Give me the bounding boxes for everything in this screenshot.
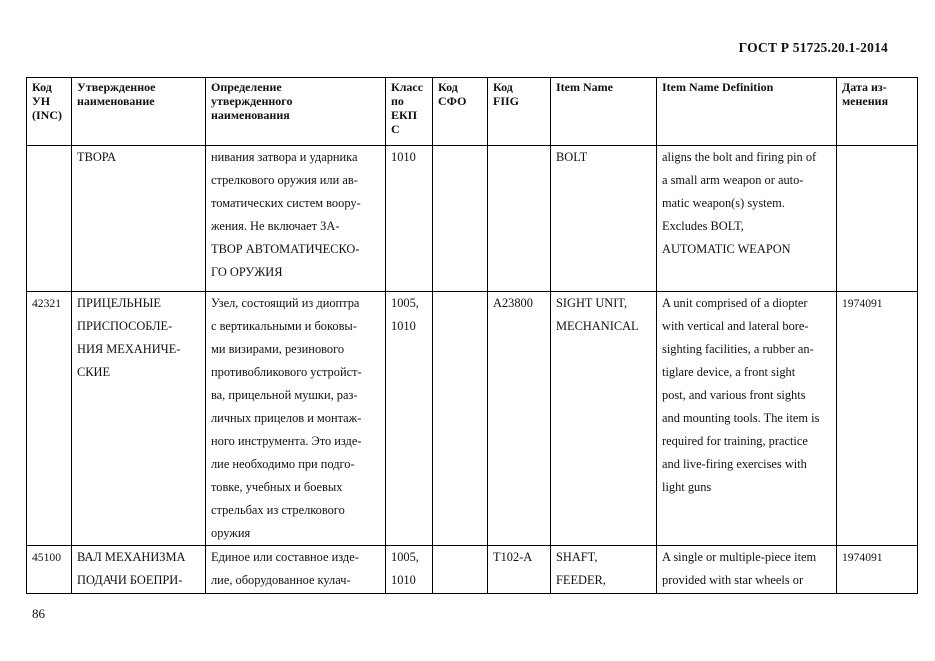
cell-line: sighting facilities, a rubber an- (662, 342, 814, 356)
col-date-cell (837, 292, 918, 546)
cell-line: 1010 (391, 150, 416, 164)
col-inc-cell (27, 292, 72, 546)
header-line: УН (32, 94, 51, 108)
header-line: утвержденного (211, 94, 293, 108)
col-item-name-header (551, 78, 657, 146)
cell-line: provided with star wheels or (662, 573, 804, 587)
col-class-header (386, 78, 433, 146)
cell-line: and live-firing exercises with (662, 457, 807, 471)
col-definition-cell (206, 146, 386, 292)
col-class-cell (386, 546, 433, 594)
cell-line: личных прицелов и монтаж- (211, 411, 362, 425)
col-sfo-cell (433, 546, 488, 594)
cell-line: 42321 (32, 297, 61, 310)
cell-line: оружия (211, 526, 251, 540)
cell-line: A single or multiple-piece item (662, 550, 817, 564)
table-header-row (27, 78, 918, 146)
col-inc-cell (27, 546, 72, 594)
cell-line: with vertical and lateral bore- (662, 319, 809, 333)
cell-line: aligns the bolt and firing pin of (662, 150, 817, 164)
col-fiig-cell (488, 292, 551, 546)
header-line: Определение (211, 80, 282, 94)
cell-line: нивания затвора и ударника (211, 150, 358, 164)
cell-line: томатических систем воору- (211, 196, 361, 210)
cell-line: AUTOMATIC WEAPON (662, 242, 791, 256)
header-line: СФО (438, 94, 467, 108)
cell-line: ного инструмента. Это изде- (211, 434, 362, 448)
cell-line: жения. Не включает ЗА- (211, 219, 340, 233)
header-line: по (391, 94, 404, 108)
col-item-name-cell (551, 292, 657, 546)
cell-line: Узел, состоящий из диоптра (211, 296, 360, 310)
header-line: Утвержденное (77, 80, 156, 94)
cell-line: ТВОРА (77, 150, 117, 164)
cell-line: SHAFT, (556, 550, 598, 564)
header-line: Код (32, 80, 52, 94)
cell-line: ГО ОРУЖИЯ (211, 265, 283, 279)
cell-line: ми визирами, резинового (211, 342, 345, 356)
col-name-cell (72, 546, 206, 594)
cell-line: стрельбах из стрелкового (211, 503, 345, 517)
col-definition-cell (206, 546, 386, 594)
header-line: менения (842, 94, 889, 108)
cell-line: Excludes BOLT, (662, 219, 744, 233)
table-row (27, 292, 918, 546)
col-inc-cell (27, 146, 72, 292)
col-date-cell (837, 146, 918, 292)
cell-line: НИЯ МЕХАНИЧЕ- (77, 342, 181, 356)
col-item-def-header (657, 78, 837, 146)
cell-line: A23800 (493, 296, 533, 310)
col-name-cell (72, 292, 206, 546)
cell-line: 1974091 (842, 297, 883, 310)
col-definition-header (206, 78, 386, 146)
col-class-cell (386, 146, 433, 292)
header-line: наименования (211, 108, 290, 122)
cell-line: ТВОР АВТОМАТИЧЕСКО- (211, 242, 360, 256)
col-name-cell (72, 146, 206, 292)
cell-line: ПРИСПОСОБЛЕ- (77, 319, 173, 333)
col-item-def-cell (657, 546, 837, 594)
cell-line: MECHANICAL (556, 319, 639, 333)
table-row (27, 146, 918, 292)
cell-line: post, and various front sights (662, 388, 806, 402)
cell-line: required for training, practice (662, 434, 808, 448)
items-table (26, 77, 918, 594)
col-sfo-cell (433, 292, 488, 546)
col-fiig-header (488, 78, 551, 146)
header-line: Дата из- (842, 80, 887, 94)
col-sfo-header (433, 78, 488, 146)
header-line: Код (493, 80, 513, 94)
col-sfo-cell (433, 146, 488, 292)
cell-line: and mounting tools. The item is (662, 411, 820, 425)
cell-line: BOLT (556, 150, 588, 164)
header-line: Код (438, 80, 458, 94)
cell-line: FEEDER, (556, 573, 606, 587)
col-item-def-cell (657, 292, 837, 546)
cell-line: 45100 (32, 551, 61, 564)
cell-line: A unit comprised of a diopter (662, 296, 808, 310)
col-inc-header (27, 78, 72, 146)
col-fiig-cell (488, 146, 551, 292)
cell-line: T102-A (493, 550, 533, 564)
cell-line: ПОДАЧИ БОЕПРИ- (77, 573, 183, 587)
cell-line: matic weapon(s) system. (662, 196, 785, 210)
col-class-cell (386, 292, 433, 546)
col-item-name-cell (551, 146, 657, 292)
cell-line: СКИЕ (77, 365, 111, 379)
cell-line: 1010 (391, 573, 416, 587)
cell-line: ПРИЦЕЛЬНЫЕ (77, 296, 161, 310)
col-name-header (72, 78, 206, 146)
cell-line: противобликового устройст- (211, 365, 362, 379)
col-date-cell (837, 546, 918, 594)
cell-line: ва, прицельной мушки, раз- (211, 388, 358, 402)
col-fiig-cell (488, 546, 551, 594)
table-row (27, 546, 918, 594)
cell-line: tiglare device, a front sight (662, 365, 796, 379)
header-line: (INC) (32, 108, 62, 122)
cell-line: лие необходимо при подго- (211, 457, 355, 471)
header-line: Item Name Definition (662, 80, 774, 94)
document-title: ГОСТ Р 51725.20.1-2014 (738, 40, 888, 55)
cell-line: Единое или составное изде- (211, 550, 359, 564)
cell-line: товке, учебных и боевых (211, 480, 343, 494)
header-line: наименование (77, 94, 155, 108)
cell-line: 1005, (391, 550, 419, 564)
cell-line: a small arm weapon or auto- (662, 173, 804, 187)
cell-line: ВАЛ МЕХАНИЗМА (77, 550, 186, 564)
col-item-def-cell (657, 146, 837, 292)
header-line: Item Name (556, 80, 613, 94)
header-line: FIIG (493, 94, 520, 108)
col-definition-cell (206, 292, 386, 546)
cell-line: стрелкового оружия или ав- (211, 173, 358, 187)
cell-line: лие, оборудованное кулач- (211, 573, 351, 587)
page-number: 86 (32, 606, 45, 621)
cell-line: 1010 (391, 319, 416, 333)
header-line: Класс (391, 80, 424, 94)
header-line: ЕКП (391, 108, 418, 122)
cell-line: SIGHT UNIT, (556, 296, 628, 310)
col-date-header (837, 78, 918, 146)
cell-line: с вертикальными и боковы- (211, 319, 357, 333)
col-item-name-cell (551, 546, 657, 594)
cell-line: 1974091 (842, 551, 883, 564)
cell-line: 1005, (391, 296, 419, 310)
header-line: С (391, 122, 400, 136)
cell-line: light guns (662, 480, 712, 494)
